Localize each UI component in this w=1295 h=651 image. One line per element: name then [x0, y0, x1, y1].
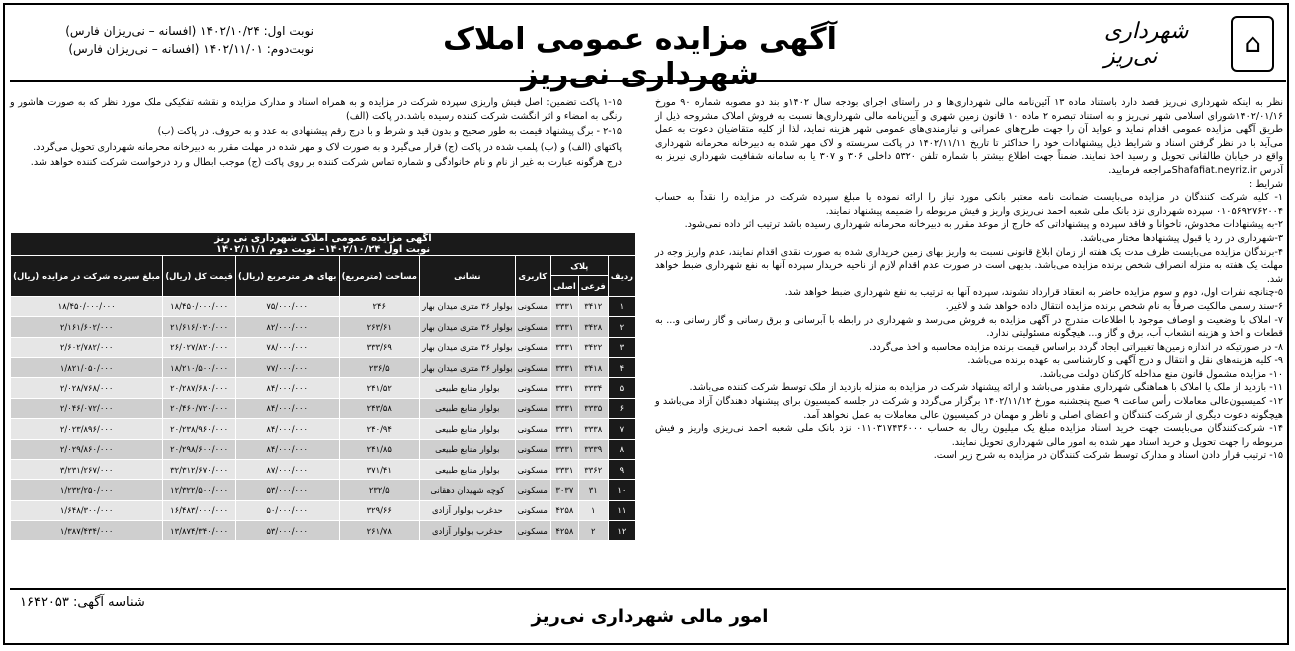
condition-item: ۹- کلیه هزینه‌های نقل و انتقال و درج آگهی و کارشناسی به عهده برنده می‌باشد.	[967, 355, 1283, 367]
cell-price: ۵۳/۰۰۰/۰۰۰	[235, 521, 339, 541]
condition-item: ۶-سند رسمی مالکیت صرفاً به نام شخص برنده مزایده انتقال داده خواهد شد و لاغیر.	[945, 300, 1283, 312]
cell-asli: ۳۳۳۱	[550, 296, 578, 316]
cell-total: ۱۳/۸۷۴/۳۴۰/۰۰۰	[163, 521, 236, 541]
cell-address: بولوار منابع طبیعی	[420, 398, 516, 418]
cell-asli: ۳۳۳۱	[550, 398, 578, 418]
col-price-per-meter: بهای هر مترمربع (ریال)	[235, 256, 339, 297]
cell-total: ۲۱/۶۱۶/۰۲۰/۰۰۰	[163, 317, 236, 337]
condition-item: ۳-شهرداری در رد یا قبول پیشنهادها مختار می‌باشد.	[1080, 232, 1283, 244]
cell-n: ۳	[608, 337, 635, 357]
cell-address: بولوار منابع طبیعی	[420, 419, 516, 439]
cell-deposit: ۲/۰۲۳/۸۹۶/۰۰۰	[11, 419, 163, 439]
cell-area: ۲۶۳/۶۱	[339, 317, 420, 337]
cell-n: ۶	[608, 398, 635, 418]
table-row	[11, 357, 636, 377]
ad-header	[10, 10, 1286, 92]
table-row	[11, 521, 636, 541]
cell-usage: مسکونی	[515, 337, 550, 357]
cell-area: ۲۴۳/۵۸	[339, 398, 420, 418]
col-fari: فرعی	[578, 276, 608, 296]
instruction-paragraph: ۲-۱۵ - برگ پیشنهاد قیمت به طور صحیح و بدون قید و شرط و با درج رقم پیشنهادی به عدد و به حروف. در پاکت (ب)	[157, 126, 622, 138]
cell-area: ۲۴۶	[339, 296, 420, 316]
cell-usage: مسکونی	[515, 317, 550, 337]
table-caption-title: آگهی مزایده عمومی املاک شهرداری نی ریز	[214, 233, 432, 244]
cell-asli: ۳۳۳۱	[550, 357, 578, 377]
terms-column	[655, 96, 1283, 463]
cell-price: ۸۴/۰۰۰/۰۰۰	[235, 439, 339, 459]
table-row	[11, 500, 636, 520]
cell-address: حدغرب بولوار آزادی	[420, 521, 516, 541]
cell-price: ۵۰/۰۰۰/۰۰۰	[235, 500, 339, 520]
cell-total: ۱۸/۴۵۰/۰۰۰/۰۰۰	[163, 296, 236, 316]
condition-item: ۲-به پیشنهادات مخدوش، تاخوانا و فاقد سپرده و پیشنهاداتی که خارج از موعد مقرر به دبیرخانه محرمانه شهرداری رسیده باشد ترتیب اثر داده نمی‌شود.	[684, 219, 1283, 231]
cell-area: ۲۶۱/۷۸	[339, 521, 420, 541]
emblem-icon: ⌂	[1231, 16, 1274, 72]
cell-total: ۲۰/۴۶۰/۷۲۰/۰۰۰	[163, 398, 236, 418]
cell-deposit: ۳/۲۳۱/۲۶۷/۰۰۰	[11, 459, 163, 479]
logo-text: شهرداری نی‌ریز	[1104, 19, 1189, 69]
cell-price: ۵۳/۰۰۰/۰۰۰	[235, 480, 339, 500]
cell-address: کوچه شهیدان دهقانی	[420, 480, 516, 500]
table-row	[11, 480, 636, 500]
page-title: آگهی مزایده عمومی املاک شهرداری نی‌ریز	[443, 22, 837, 92]
instruction-paragraph: درج هرگونه عبارت به غیر از نام و نام خانوادگی و شماره تماس شرکت کننده بر روی پاکت (ج) موجب ابطال و رد درخواست شرکت کننده خواهد شد.	[30, 157, 622, 169]
cell-price: ۷۷/۰۰۰/۰۰۰	[235, 357, 339, 377]
second-publish-date: نوبت‌دوم: ۱۴۰۲/۱۱/۰۱ (افسانه – نی‌ریزان فارس)	[68, 42, 314, 56]
cell-fari: ۳۳۳۴	[578, 378, 608, 398]
cell-fari: ۲	[578, 521, 608, 541]
cell-total: ۲۰/۲۹۸/۶۰۰/۰۰۰	[163, 439, 236, 459]
cell-asli: ۳۳۳۱	[550, 459, 578, 479]
cell-price: ۸۴/۰۰۰/۰۰۰	[235, 378, 339, 398]
condition-item: ۱۲- کمیسیون‌عالی معاملات رأس ساعت ۹ صبح پنجشنبه مورخ ۱۴۰۲/۱۱/۱۲ برگزار می‌گردد و شرکت در جلسه کمیسیون برای پیشنهاد دهندگان آزاد می‌باشد و هیچگونه دعوت دیگری از شرکت کنندگان و اعضای اصلی و ناظر و مهمان در کمیسیون عالی معاملات به عمل نخواهد آمد.	[655, 396, 1283, 421]
cell-total: ۲۶/۰۲۷/۸۲۰/۰۰۰	[163, 337, 236, 357]
table-body	[11, 296, 636, 541]
condition-item: ۱۴- شرکت‌کنندگان می‌بایست جهت خرید اسناد مزایده مبلغ یک میلیون ریال به حساب ۰۱۱۰۳۱۷۴۳۶۰۰۰ نزد بانک ملی شعبه احمد نی‌ریزی واریز و فیش مربوطه را جهت تحویل و خرید اسناد مهر شده به امور مالی شهرداری تحویل نمایند.	[655, 423, 1283, 448]
property-table	[10, 232, 636, 541]
cell-n: ۷	[608, 419, 635, 439]
cell-deposit: ۱۸/۴۵۰/۰۰۰/۰۰۰	[11, 296, 163, 316]
cell-total: ۱۶/۴۸۳/۰۰۰/۰۰۰	[163, 500, 236, 520]
conditions-title: شرایط :	[1248, 178, 1283, 190]
col-area: مساحت (مترمربع)	[339, 256, 420, 297]
cell-n: ۱۱	[608, 500, 635, 520]
cell-deposit: ۲/۰۲۹/۸۶۰/۰۰۰	[11, 439, 163, 459]
cell-fari: ۳۱	[578, 480, 608, 500]
cell-total: ۳۲/۳۱۲/۶۷۰/۰۰۰	[163, 459, 236, 479]
cell-fari: ۳۳۳۹	[578, 439, 608, 459]
cell-usage: مسکونی	[515, 357, 550, 377]
cell-n: ۸	[608, 439, 635, 459]
cell-n: ۱۰	[608, 480, 635, 500]
table-caption-dates: نوبت اول ۱۴۰۲/۱۰/۲۴– نوبت دوم ۱۴۰۲/۱۱/۱	[215, 244, 431, 255]
cell-address: حدغرب بولوار آزادی	[420, 500, 516, 520]
ad-id: شناسه آگهی: ۱۶۴۲۰۵۳	[20, 595, 145, 610]
table-row	[11, 317, 636, 337]
cell-n: ۵	[608, 378, 635, 398]
cell-area: ۲۳۲/۵	[339, 480, 420, 500]
instruction-paragraph: ۱-۱۵ پاکت تضمین: اصل فیش واریزی سپرده شرکت در مزایده و به همراه اسناد و مدارک مزایده و نقشه تفکیکی ملک مورد نظر که به صورت هاشور و رنگی به امضاء و اثر انگشت شرکت کننده رسیده باشد.در پاکت (الف)	[10, 97, 622, 122]
table-row	[11, 296, 636, 316]
condition-item: ۱۱- بازدید از ملک یا املاک با هماهنگی شهرداری مقدور می‌باشد و ارائه پیشنهاد شرکت در مزایده به منزله بازدید از ملک توسط شرکت کننده می‌باشد.	[689, 382, 1283, 394]
cell-asli: ۳۳۳۱	[550, 378, 578, 398]
cell-price: ۸۷/۰۰۰/۰۰۰	[235, 459, 339, 479]
cell-n: ۹	[608, 459, 635, 479]
cell-price: ۸۴/۰۰۰/۰۰۰	[235, 398, 339, 418]
cell-address: بولوار منابع طبیعی	[420, 439, 516, 459]
cell-total: ۱۸/۲۱۰/۵۰۰/۰۰۰	[163, 357, 236, 377]
col-asli: اصلی	[550, 276, 578, 296]
condition-item: ۸- در صورتیکه در اندازه زمین‌ها تغییراتی ایجاد گردد براساس قیمت برنده مزایده محاسبه و اخذ می‌گردد.	[869, 341, 1283, 353]
condition-item: ۴-برندگان مزایده می‌بایست ظرف مدت یک هفته از زمان ابلاغ قانونی نسبت به واریز بهای زمین خریداری شده به صورت نقدی اقدام نمایند، عدم واریز وجه در مهلت یک هفته به منزله انصراف شخص برنده مزایده می‌باشد. بدیهی است در صورت عدم اقدام لازم از ناحیه خریدار سپرده آنها به نفع شهرداری ضبط خواهد شد.	[655, 246, 1283, 285]
cell-price: ۸۲/۰۰۰/۰۰۰	[235, 317, 339, 337]
cell-address: بولوار منابع طبیعی	[420, 378, 516, 398]
cell-deposit: ۲/۰۴۶/۰۷۲/۰۰۰	[11, 398, 163, 418]
cell-fari: ۳۳۳۸	[578, 419, 608, 439]
cell-asli: ۳۰۳۷	[550, 480, 578, 500]
first-publish-date: نوبت اول: ۱۴۰۲/۱۰/۲۴ (افسانه – نی‌ریزان فارس)	[65, 24, 314, 38]
cell-area: ۲۳۶/۵	[339, 357, 420, 377]
cell-deposit: ۲/۶۰۲/۷۸۲/۰۰۰	[11, 337, 163, 357]
cell-fari: ۳۴۲۲	[578, 337, 608, 357]
cell-usage: مسکونی	[515, 419, 550, 439]
cell-area: ۳۲۹/۶۶	[339, 500, 420, 520]
municipality-logo	[1104, 14, 1274, 74]
cell-asli: ۳۳۳۱	[550, 419, 578, 439]
table-row	[11, 378, 636, 398]
table-row	[11, 419, 636, 439]
cell-address: بولوار ۳۶ متری میدان بهار	[420, 296, 516, 316]
condition-item: ۱۰- مزایده مشمول قانون منع مداخله کارکنان دولت می‌باشد.	[1039, 368, 1283, 380]
col-plak: پلاک	[550, 256, 608, 276]
cell-n: ۲	[608, 317, 635, 337]
cell-usage: مسکونی	[515, 480, 550, 500]
cell-asli: ۳۳۳۱	[550, 317, 578, 337]
cell-asli: ۴۲۵۸	[550, 521, 578, 541]
cell-usage: مسکونی	[515, 296, 550, 316]
cell-n: ۱۲	[608, 521, 635, 541]
cell-address: بولوار ۳۶ متری میدان بهار	[420, 357, 516, 377]
cell-area: ۲۴۱/۵۲	[339, 378, 420, 398]
table-row	[11, 439, 636, 459]
cell-price: ۷۸/۰۰۰/۰۰۰	[235, 337, 339, 357]
table-row	[11, 459, 636, 479]
cell-fari: ۳۴۱۸	[578, 357, 608, 377]
condition-item: ۷- املاک با وضعیت و اوصاف موجود با اطلاعات مندرج در آگهی مزایده به فروش می‌رسد و شهرداری در رابطه با آبرسانی و برق رسانی و گاز رسانی و... به قطعات و اخذ و هزینه انشعاب آب، برق و گاز و... هیچگونه مسئولیتی ندارد.	[655, 314, 1283, 340]
cell-fari: ۳۴۱۲	[578, 296, 608, 316]
col-total-price: قیمت کل (ریال)	[163, 256, 236, 297]
cell-address: بولوار ۳۶ متری میدان بهار	[420, 337, 516, 357]
cell-price: ۸۴/۰۰۰/۰۰۰	[235, 419, 339, 439]
cell-usage: مسکونی	[515, 378, 550, 398]
cell-total: ۲۰/۲۸۷/۶۸۰/۰۰۰	[163, 378, 236, 398]
cell-asli: ۳۳۳۱	[550, 439, 578, 459]
cell-fari: ۳۳۶۲	[578, 459, 608, 479]
cell-deposit: ۲/۱۶۱/۶۰۲/۰۰۰	[11, 317, 163, 337]
publish-dates	[24, 22, 314, 58]
col-row: ردیف	[608, 256, 635, 297]
cell-area: ۳۷۱/۴۱	[339, 459, 420, 479]
cell-total: ۱۲/۳۲۲/۵۰۰/۰۰۰	[163, 480, 236, 500]
condition-item: ۵-چنانچه نفرات اول، دوم و سوم مزایده حاضر به انعقاد قرارداد نشوند، سپرده آنها به ترتیب به نفع شهرداری ضبط خواهد شد.	[784, 287, 1283, 299]
cell-deposit: ۱/۶۴۸/۳۰۰/۰۰۰	[11, 500, 163, 520]
table-caption	[11, 233, 636, 256]
cell-deposit: ۱/۳۸۷/۴۳۴/۰۰۰	[11, 521, 163, 541]
footer-divider	[10, 588, 1286, 590]
cell-area: ۳۳۳/۶۹	[339, 337, 420, 357]
instruction-paragraph: پاکتهای (الف) و (ب) پلمب شده در پاکت (ج) قرار می‌گیرد و به صورت لاک و مهر شده در مهلت مقرر به دبیرخانه محرمانه شهرداری تحویل می‌گردد.	[33, 141, 622, 153]
cell-total: ۲۰/۲۳۸/۹۶۰/۰۰۰	[163, 419, 236, 439]
cell-usage: مسکونی	[515, 398, 550, 418]
cell-fari: ۳۴۲۸	[578, 317, 608, 337]
cell-fari: ۱	[578, 500, 608, 520]
cell-deposit: ۲/۰۲۸/۷۶۸/۰۰۰	[11, 378, 163, 398]
signature: امور مالی شهرداری نی‌ریز	[531, 606, 769, 627]
envelope-instructions	[10, 96, 622, 172]
cell-usage: مسکونی	[515, 521, 550, 541]
cell-deposit: ۱/۲۳۲/۲۵۰/۰۰۰	[11, 480, 163, 500]
cell-n: ۴	[608, 357, 635, 377]
cell-deposit: ۱/۸۲۱/۰۵۰/۰۰۰	[11, 357, 163, 377]
cell-usage: مسکونی	[515, 459, 550, 479]
intro-paragraph: نظر به اینکه شهرداری نی‌ریز قصد دارد باستناد ماده ۱۳ آئین‌نامه مالی شهرداری‌ها و در راستای اجرای بودجه سال ۱۴۰۲و بند دو مصوبه شماره ۹۰ مورخ ۱۴۰۲/۰۱/۱۶شورای اسلامی شهر نی‌ریز و به استناد تبصره ۲ ماده ۱۰ قانون زمین شهری و آیین‌نامه مالی شهرداری‌ها نسبت به فروش املاک مشروحه ذیل از طریق آگهی مزایده عمومی اقدام نماید و عواید آن را جهت طرح‌های عمرانی و نیازمندی‌های عمومی شهر هزینه نماید، لذا از کلیه متقاضیان دعوت به عمل می‌آید با در نظر گرفتن اسناد و شرایط ذیل پیشنهادات خود را حداکثر تا تاریخ ۱۴۰۲/۱۱/۱۱ در پاکت سربسته و لاک مهر شده به دبیرخانه محرمانه شهرداری واقع در خیابان طالقانی تحویل و رسید اخذ نمایند. ضمناً جهت اطلاع بیشتر با شماره تلفن ۵۳۲۰ داخلی ۳۰۶ و ۳۰۷ یا به سامانه شفافیت شهرداری نیریز به آدرس Shafafiat.neyriz.irمراجعه فرمایید.	[655, 97, 1284, 176]
cell-fari: ۳۳۳۵	[578, 398, 608, 418]
col-usage: کاربری	[515, 256, 550, 297]
cell-n: ۱	[608, 296, 635, 316]
cell-area: ۲۴۰/۹۴	[339, 419, 420, 439]
condition-item: ۱- کلیه شرکت کنندگان در مزایده می‌بایست ضمانت نامه معتبر بانکی مورد نیاز را ارائه نموده یا مبلغ سپرده شرکت در مزایده را نقداً به حساب ۰۱۰۵۶۹۲۷۶۲۰۰۴ سپرده شهرداری نزد بانک ملی شعبه احمد نی‌ریزی واریز و فیش مربوطه را ضمیمه پیشنهاد نمایند.	[655, 192, 1283, 217]
cell-usage: مسکونی	[515, 439, 550, 459]
cell-address: بولوار ۳۶ متری میدان بهار	[420, 317, 516, 337]
col-address: نشانی	[420, 256, 516, 297]
cell-asli: ۴۲۵۸	[550, 500, 578, 520]
table-row	[11, 398, 636, 418]
cell-area: ۲۴۱/۸۵	[339, 439, 420, 459]
cell-asli: ۳۳۳۱	[550, 337, 578, 357]
cell-address: بولوار منابع طبیعی	[420, 459, 516, 479]
col-deposit: مبلغ سپرده شرکت در مزایده (ریال)	[11, 256, 163, 297]
cell-usage: مسکونی	[515, 500, 550, 520]
cell-price: ۷۵/۰۰۰/۰۰۰	[235, 296, 339, 316]
table-row	[11, 337, 636, 357]
condition-item: ۱۵- ترتیب قرار دادن اسناد و مدارک توسط شرکت کنندگان در مزایده به شرح زیر است.	[933, 450, 1283, 462]
